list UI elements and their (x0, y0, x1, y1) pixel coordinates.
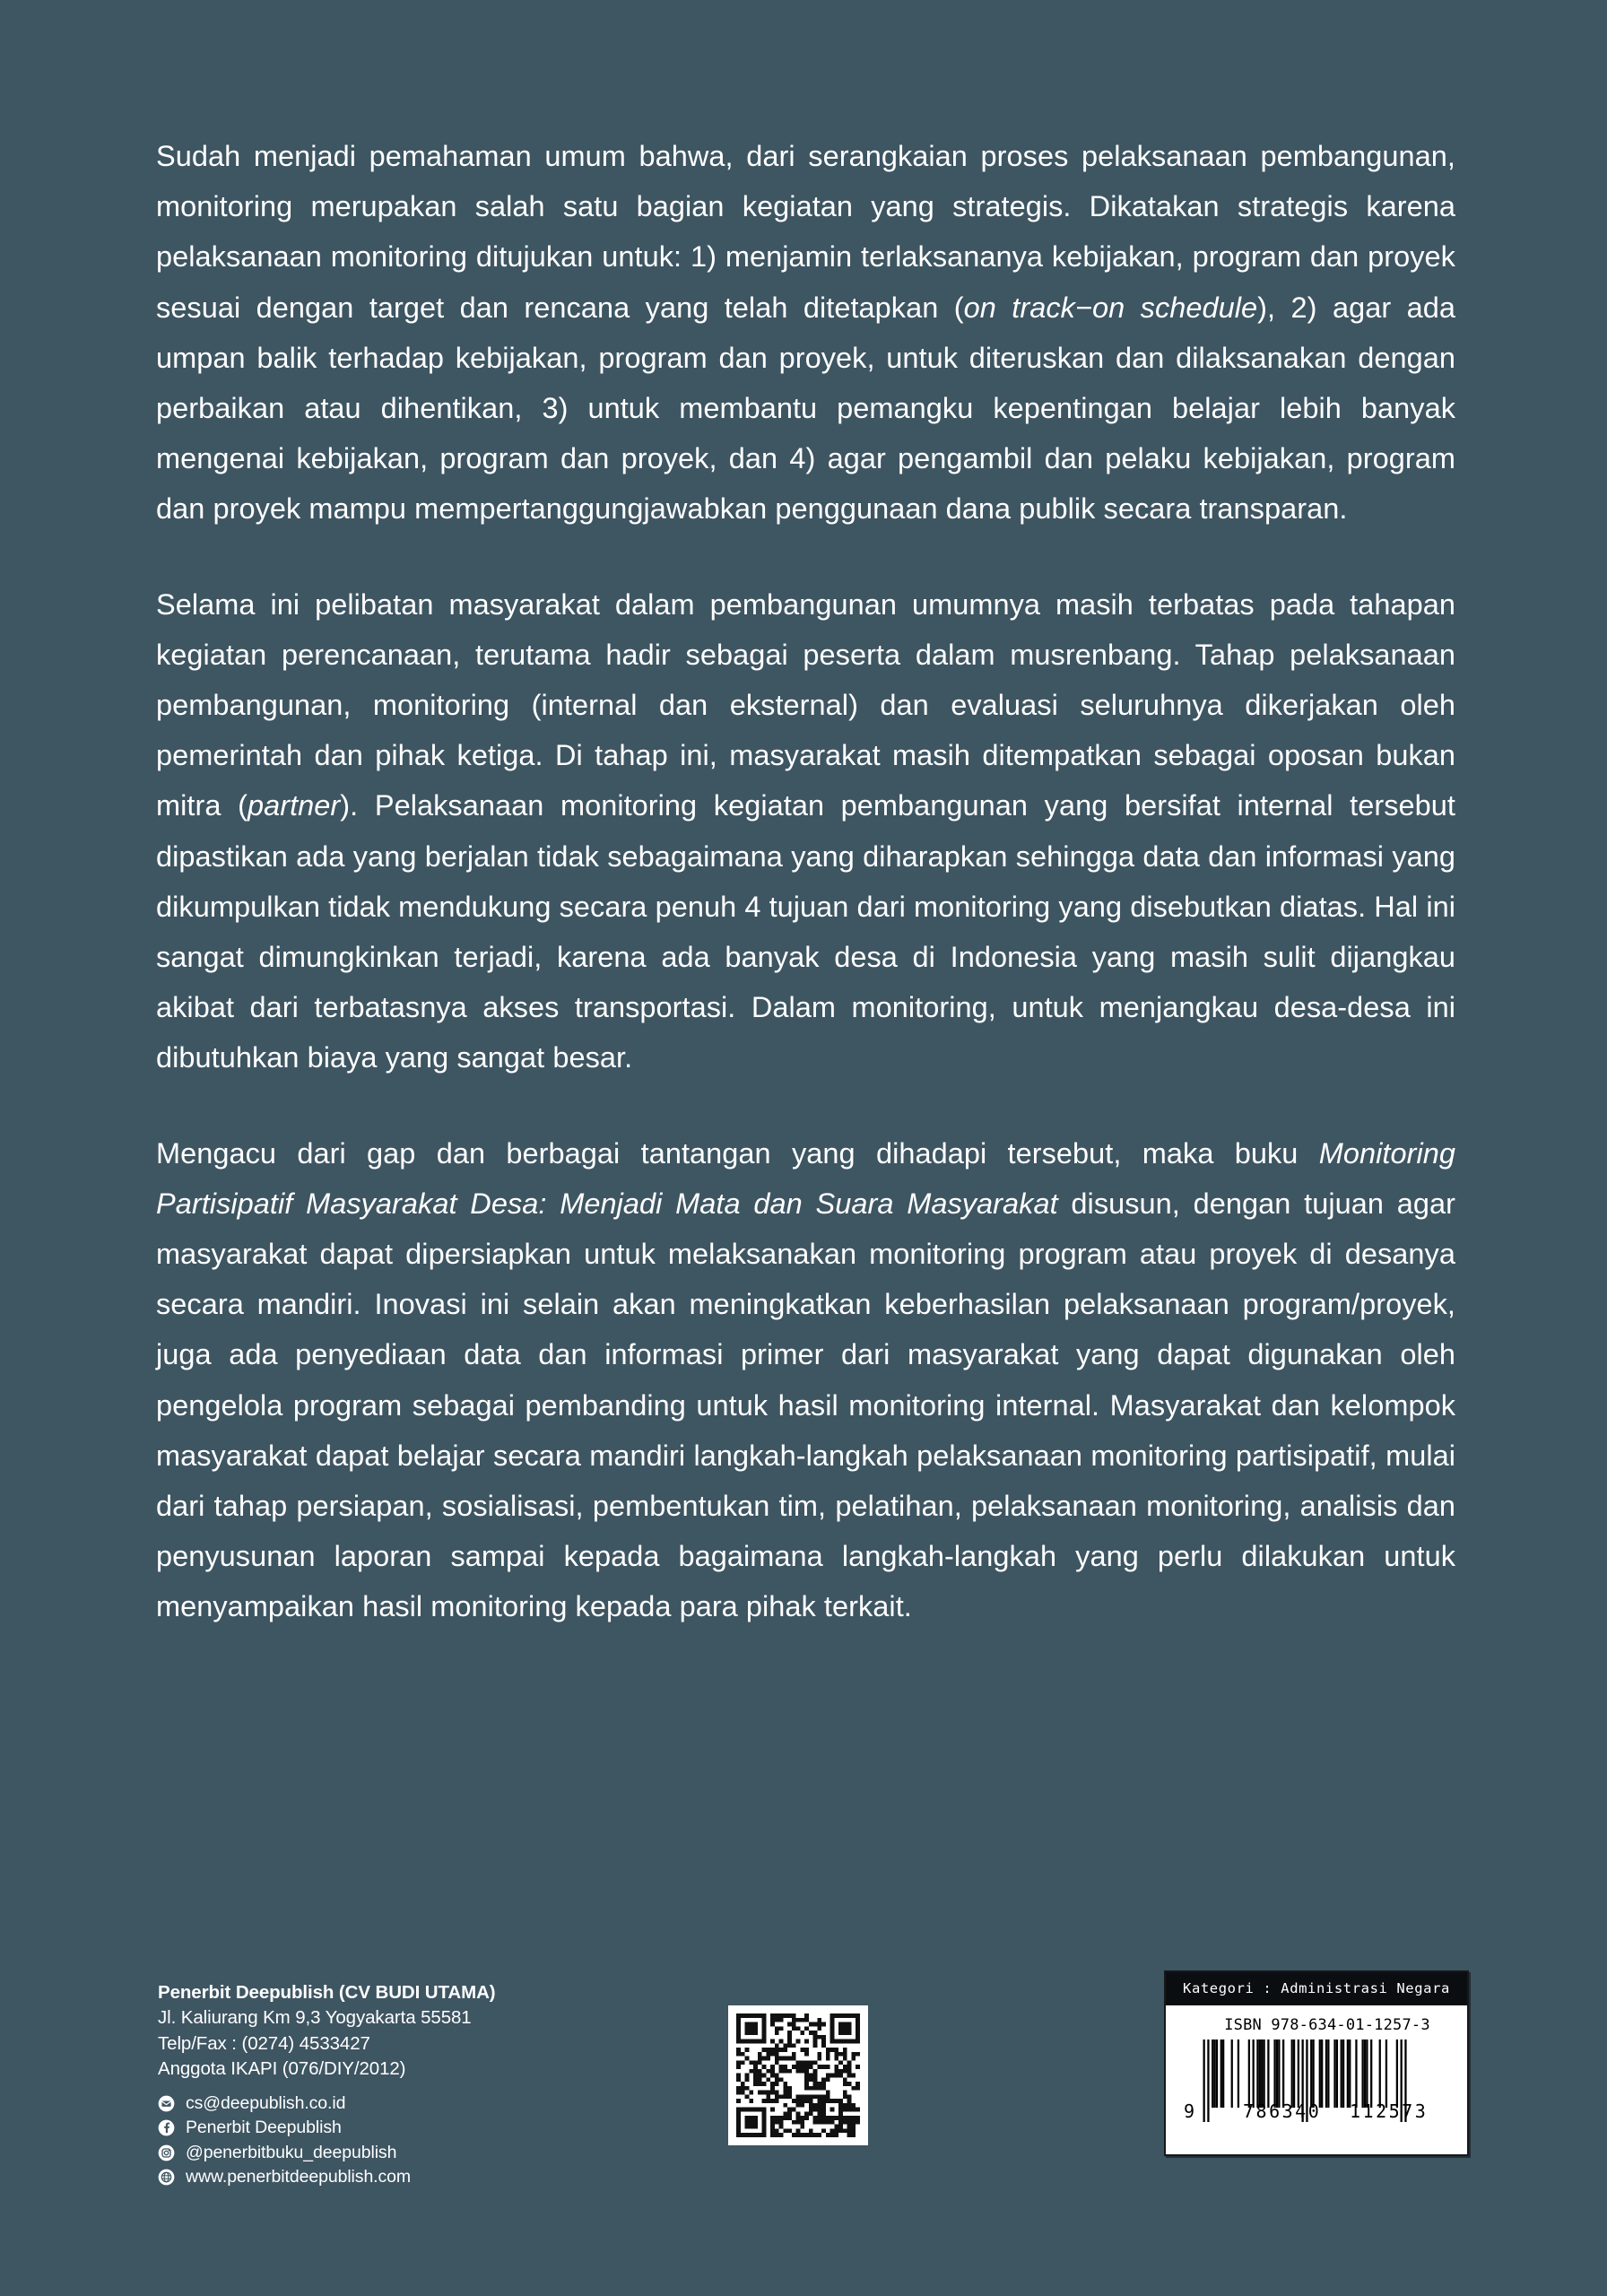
text-run: Mengacu dari gap dan berbagai tantangan yang dihadapi tersebut, maka buku (156, 1136, 1319, 1170)
publisher-info (158, 1980, 714, 2191)
barcode-bars (1166, 2039, 1467, 2126)
italic-run: Monitoring Partisipatif Masyarakat Desa: Menjadi Mata dan Suara Masyarakat (156, 1136, 1455, 1220)
publisher-ikapi-membership: Anggota IKAPI (076/DIY/2012) (158, 2058, 406, 2079)
publisher-contacts (158, 2092, 714, 2189)
qr-code-icon (736, 2013, 860, 2137)
isbn-barcode-block (1164, 1970, 1469, 2156)
paragraph-1 (156, 131, 1455, 535)
contact-facebook[interactable] (158, 2117, 714, 2139)
contact-email[interactable] (158, 2092, 714, 2115)
category-label: Kategori : Administrasi Negara (1166, 1972, 1467, 2005)
text-run: ), 2) agar ada umpan balik terhadap kebijakan, program dan proyek, untuk diteruskan dan dilaksanakan dengan perbaikan atau dihentikan, 3) untuk membantu pemangku kepentingan belajar lebih banyak mengenai kebijakan, program dan proyek, dan 4) agar pengambil dan pelaku kebijakan, program dan proyek mampu mempertanggungjawabkan penggunaan dana publik secara transparan. (156, 291, 1455, 526)
isbn-number: ISBN 978-634-01-1257-3 (1224, 2016, 1430, 2034)
italic-run: on track−on schedule (963, 291, 1258, 324)
ean-right-group: 112573 (1350, 2100, 1429, 2122)
globe-icon (158, 2169, 175, 2186)
text-run: Sudah menjadi pemahaman umum bahwa, dari serangkaian proses pelaksanaan pembangunan, monitoring merupakan salah satu bagian kegiatan yang strategis. Dikatakan strategis karena pelaksanaan monitoring ditujukan untuk: 1) menjamin terlaksananya kebijakan, program dan proyek sesuai dengan target dan rencana yang telah ditetapkan ( (156, 140, 1455, 324)
footer (0, 1961, 1607, 2296)
publisher-phone: Telp/Fax : (0274) 4533427 (158, 2032, 370, 2054)
ean-lead-digit: 9 (1184, 2100, 1195, 2122)
ean-left-group: 786340 (1243, 2100, 1322, 2122)
contact-email-text: cs@deepublish.co.id (186, 2092, 346, 2113)
contact-facebook-text: Penerbit Deepublish (186, 2118, 342, 2137)
barcode-body (1166, 2005, 1467, 2154)
qr-code[interactable] (728, 2005, 868, 2145)
facebook-icon (158, 2119, 175, 2136)
envelope-icon (158, 2095, 175, 2112)
blurb-text-block (156, 131, 1455, 1632)
instagram-icon (158, 2144, 175, 2161)
paragraph-2 (156, 579, 1455, 1083)
contact-instagram-text: @penerbitbuku_deepublish (186, 2142, 397, 2162)
publisher-address: Jl. Kaliurang Km 9,3 Yogyakarta 55581 (158, 2007, 472, 2028)
text-run: ). Pelaksanaan monitoring kegiatan pembangunan yang bersifat internal tersebut dipastikan ada yang berjalan tidak sebagaimana yang diharapkan sehingga data dan informasi yang dikumpulkan tidak mendukung secara penuh 4 tujuan dari monitoring yang disebutkan diatas. Hal ini sangat dimungkinkan terjadi, karena ada banyak desa di Indonesia yang masih sulit dijangkau akibat dari terbatasnya akses transportasi. Dalam monitoring, untuk menjangkau desa-desa ini dibutuhkan biaya yang sangat besar. (156, 789, 1455, 1074)
text-run: disusun, dengan tujuan agar masyarakat dapat dipersiapkan untuk melaksanakan monitoring program atau proyek di desanya secara mandiri. Inovasi ini selain akan meningkatkan keberhasilan pelaksanaan program/proyek, juga ada penyediaan data dan informasi primer dari masyarakat yang dapat digunakan oleh pengelola program sebagai pembanding untuk hasil monitoring internal. Masyarakat dan kelompok masyarakat dapat belajar secara mandiri langkah-langkah pelaksanaan monitoring partisipatif, mulai dari tahap persiapan, sosialisasi, pembentukan tim, pelatihan, pelaksanaan monitoring, analisis dan penyusunan laporan sampai kepada bagaimana langkah-langkah yang perlu dilakukan untuk menyampaikan hasil monitoring kepada para pihak terkait. (156, 1187, 1455, 1623)
contact-website[interactable] (158, 2166, 714, 2188)
contact-website-text: www.penerbitdeepublish.com (186, 2167, 412, 2187)
ean-digits (1166, 2100, 1467, 2122)
italic-run: partner (247, 789, 341, 822)
text-run: Selama ini pelibatan masyarakat dalam pembangunan umumnya masih terbatas pada tahapan kegiatan perencanaan, terutama hadir sebagai peserta dalam musrenbang. Tahap pelaksanaan pembangunan, monitoring (internal dan eksternal) dan evaluasi seluruhnya dikerjakan oleh pemerintah dan pihak ketiga. Di tahap ini, masyarakat masih ditempatkan sebagai oposan bukan mitra ( (156, 587, 1455, 822)
contact-instagram[interactable] (158, 2142, 714, 2164)
paragraph-3 (156, 1128, 1455, 1632)
publisher-name: Penerbit Deepublish (CV BUDI UTAMA) (158, 1982, 496, 2003)
